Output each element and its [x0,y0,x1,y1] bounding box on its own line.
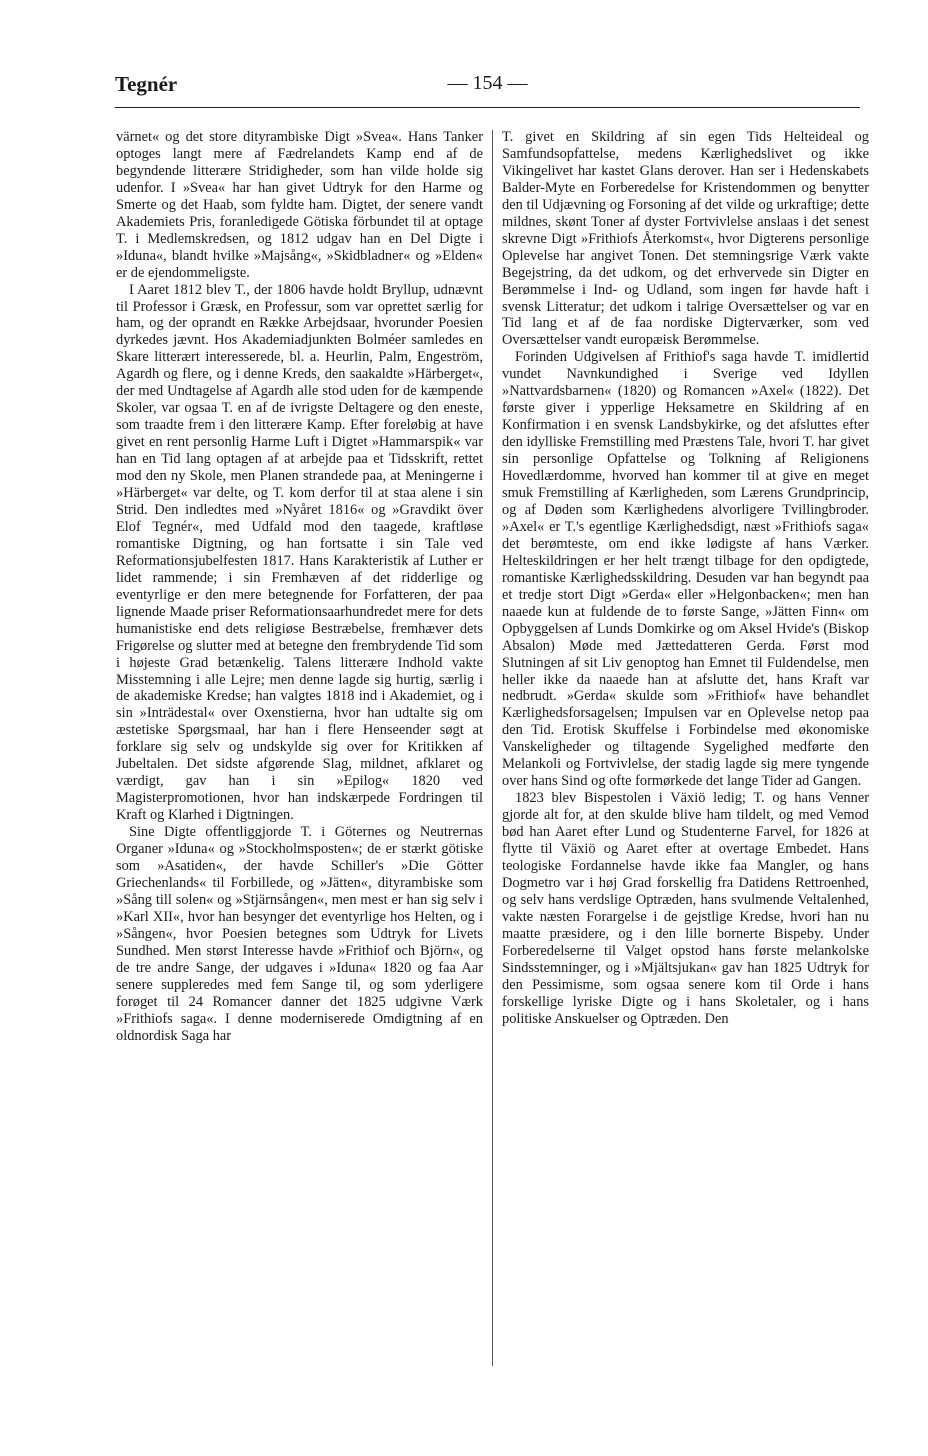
running-head: Tegnér [115,72,178,96]
paragraph: Sine Digte offentliggjorde T. i Göternes og Neutrernas Organer »Iduna« og »Stockholmsposten«; de er stærkt götiske som »Asatiden«, der havde Schiller's »Die Götter Griechenlands« til Forbillede, og »Jätten«, dityrambiske som »Sång till solen« og »Stjärnsången«, men mest er han sig selv i »Karl XII«, hvor han besynger det eventyrlige hos Helten, og i »Sången«, hvor Poesien betegnes som Udtryk for Livets Sundhed. Men størst Interesse havde »Frithiof och Björn«, og de tre andre Sange, der udgaves i »Iduna« 1820 og faa Aar senere suppleredes med fem Sange til, og som yderligere forøget til 24 Romancer danner det 1825 udgivne Værk »Frithiofs saga«. I denne moderniserede Omdigtning af en oldnordisk Saga har [116,824,483,1044]
column-divider [492,130,493,1366]
paragraph: T. givet en Skildring af sin egen Tids Helteideal og Samfundsopfattelse, medens Kærlighedslivet og ikke Vikingelivet har kastet Glans derover. Han ser i Hedenskabets Balder-Myte en Forberedelse for Kristendommen og benytter den til Udjævning og Forsoning af det vilde og urkraftige; dette mildnes, skønt Toner af dyster Fortvivlelse anslaas i det senest skrevne Digt »Frithiofs Återkomst«, hvor Digterens personlige Oplevelse har angivet Tonen. Det stemningsrige Værk vakte Begejstring, da det udkom, og det erhvervede sin Digter en Berømmelse i Ind- og Udland, som ingen før havde haft i svensk Litteratur; det udkom i talrige Oversættelser og var en Tid lang et af de faa nordiske Digterværker, som ved Oversættelser vandt europæisk Berømmelse. [502,129,869,349]
right-column [502,129,869,1028]
page-number: — 154 — [447,72,528,94]
paragraph: I Aaret 1812 blev T., der 1806 havde holdt Bryllup, udnævnt til Professor i Græsk, en Professur, som var oprettet særlig for ham, og der oprandt en Række Arbejdsaar, hvorunder Poesien dyrkedes jævnt. Hos Akademiadjunkten Bolméer samledes en Skare litterært interesserede, bl. a. Heurlin, Palm, Engeström, Agardh og flere, og i denne Kreds, den saakaldte »Härberget«, der med Undtagelse af Agardh alle stod uden for de kæmpende Skoler, var ogsaa T. en af de ivrigste Deltagere og den eneste, som traadte frem i den litterære Kamp. Efter foreløbig at have givet en rent personlig Harme Luft i Digtet »Hammarspik« var han en Tid lang optagen af at arbejde paa et Tidsskrift, rettet mod den ny Skole, men Planen strandede paa, at Meningerne i »Härberget« var delte, og T. kom derfor til at staa alene i sin Strid. Den indledtes med »Nyåret 1816« og »Gravdikt över Elof Tegnér«, med Udfald mod den taagede, kraftløse romantiske Digtning, og han fortsatte i sin Tale ved Reformationsjubelfesten 1817. Hans Karakteristik af Luther er lidet rammende; i sin Fremhæven af det ridderlige og eventyrlige er den mere betegnende for Forfatteren, der paa lignende Maade priser Reformationsaarhundredet mere for dets humanistiske end dets religiøse Bestræbelse, fremhæver dets Frigørelse og slutter med at betegne den frembrydende Tid som i højeste Grad betænkelig. Talens litterære Indhold vakte Misstemning i alle Lejre; men denne lagde sig hurtig, særlig i de akademiske Kredse; han valgtes 1818 ind i Akademiet, og i sin »Inträdestal« over Oxenstierna, hvor han udtalte sig om æstetiske Spørgsmaal, har han i flere Henseender søgt at forklare sig selv og undskylde sig over for Kritikken af Jubeltalen. Det sidste afgørende Slag, mildnet, afklaret og værdigt, gav han i sin »Epilog« 1820 ved Magisterpromotionen, hvor han indskærpede Fordringen til Kraft og Klarhed i Digtningen. [116,281,483,824]
paragraph: Forinden Udgivelsen af Frithiof's saga havde T. imidlertid vundet Navnkundighed i Sverige ved Idyllen »Nattvardsbarnen« (1820) og Romancen »Axel« (1822). Det første giver i ypperlige Heksametre en Skildring af en Konfirmation i en svensk Landsbykirke, og det afsluttes efter den idylliske Fremstilling med Præstens Tale, hvori T. har givet sin personlige Opfattelse og Tolkning af Religionens Hovedlærdomme, hvorved han kommer til at give en meget smuk Fremstilling af Kærligheden, som Lærens Grundprincip, og af Døden som Kærlighedens alvorligere Tvillingbroder. »Axel« er T.'s egentlige Kærlighedsdigt, næst »Frithiofs saga« det berømteste, om end ikke lødigste af hans Værker. Helteskildringen er her helt trængt tilbage for den opdigtede, romantiske Kærlighedsskildring. Desuden var han begyndt paa et tredje stort Digt »Gerda« eller »Helgonbacken«; men han naaede kun at fuldende de to første Sange, »Jätten Finn« om Opbyggelsen af Lunds Domkirke og om Aksel Hvide's (Biskop Absalon) Møde med Jættedatteren Gerda. Først mod Slutningen af sit Liv genoptog han Emnet til Fuldendelse, men heller ikke da naaede han at afslutte det, hans Kraft var nedbrudt. »Gerda« skulde som »Frithiof« have behandlet Kærlighedsforsagelsen; Impulsen var en Oplevelse netop paa den Tid. Erotisk Skuffelse i Forbindelse med økonomiske Vanskeligheder og tiltagende Sygelighed medførte den Melankoli og Fortvivlelse, der stadig lagde sig mere tyngende over hans Sind og ofte formørkede det lange Tider ad Gangen. [502,349,869,790]
paragraph: värnet« og det store dityrambiske Digt »Svea«. Hans Tanker optoges langt mere af Fædrelandets Kamp end af de begyndende litterære Stridigheder, som han vilde holde sig udenfor. I »Svea« har han givet Udtryk for den Harme og Smerte og det Haab, som fyldte ham. Digtet, der senere vandt Akademiets Pris, foranledigede Götiska förbundet til at optage T. i Medlemskredsen, og 1812 udgav han en Del Digte i »Iduna«, blandt hvilke »Majsång«, »Skidbladner« og »Elden« er de ejendommeligste. [116,129,483,281]
page-header [115,72,860,106]
header-rule [115,107,860,108]
paragraph: 1823 blev Bispestolen i Växiö ledig; T. og hans Venner gjorde alt for, at den skulde blive ham tildelt, og med Vemod bød han Aaret efter Lund og Studenterne Farvel, for 1826 at flytte til Växiö og Aaret efter at overtage Embedet. Hans teologiske Fordannelse havde ikke faa Mangler, og hans Dogmetro var i høj Grad forskellig fra Datidens Rettroenhed, og selv hans verdslige Optræden, hans svulmende Veltalenhed, vakte næsten Forargelse i de gejstlige Kredse, hvori han nu maatte præsidere, og i den lille bornerte Bispeby. Under Forberedelserne til Valget opstod hans første melankolske Sindsstemninger, og i »Mjältsjukan« gav han 1825 Udtryk for den Pessimisme, som ogsaa senere kom til Orde i hans forskellige lyriske Digte og i hans Skoletaler, og i hans politiske Anskuelser og Optræden. Den [502,790,869,1027]
left-column [116,129,483,1044]
